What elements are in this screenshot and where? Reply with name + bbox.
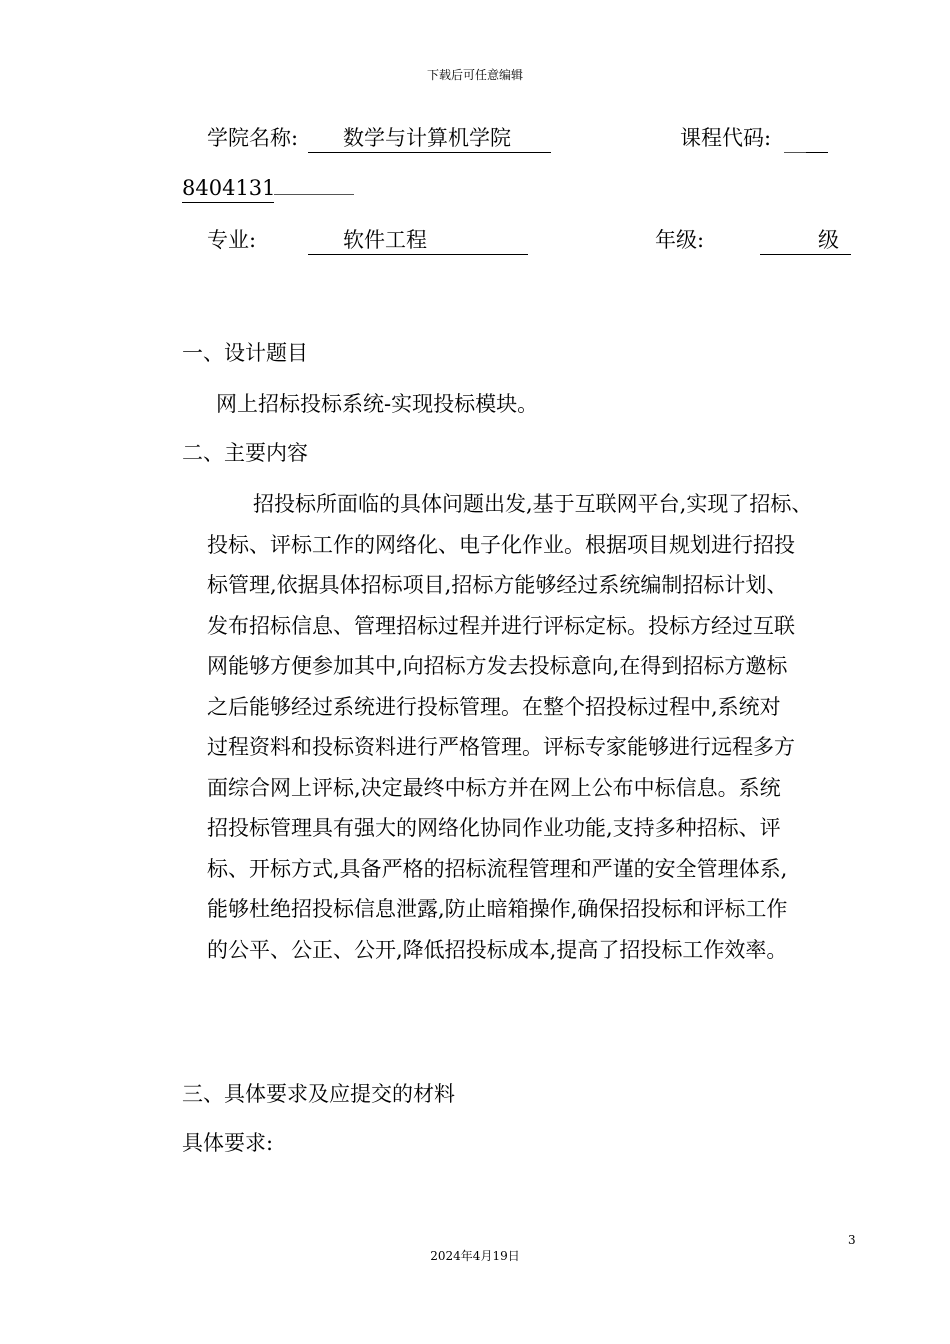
college-label: 学院名称: <box>207 126 299 150</box>
section-1-heading: 一、设计题目 <box>182 341 308 365</box>
course-code-value: 8404131 <box>182 176 276 200</box>
grade-value: 级 <box>818 228 839 252</box>
college-field <box>308 124 551 153</box>
paragraph-line: 标、开标方式,具备严格的招标流程管理和严谨的安全管理体系, <box>207 856 788 881</box>
section-3-heading: 三、具体要求及应提交的材料 <box>182 1082 455 1106</box>
paragraph-line: 面综合网上评标,决定最终中标方并在网上公布中标信息。系统 <box>207 775 781 800</box>
major-field <box>308 226 528 255</box>
college-value: 数学与计算机学院 <box>343 126 511 150</box>
course-code-label: 课程代码: <box>680 126 772 150</box>
paragraph-line: 网能够方便参加其中,向招标方发去投标意向,在得到招标方邀标 <box>207 654 788 678</box>
paragraph-line: 标管理,依据具体招标项目,招标方能够经过系统编制招标计划、 <box>207 573 788 597</box>
paragraph-line: 发布招标信息、管理招标过程并进行评标定标。投标方经过互联 <box>207 613 795 638</box>
paragraph-line: 投标、评标工作的网络化、电子化作业。根据项目规划进行招投 <box>207 532 795 557</box>
paragraph-line: 过程资料和投标资料进行严格管理。评标专家能够进行远程多方 <box>207 735 795 759</box>
footer-date: 2024年4月19日 <box>430 1249 520 1263</box>
grade-label: 年级: <box>655 228 705 252</box>
paragraph-line: 的公平、公正、公开,降低招投标成本,提高了招投标工作效率。 <box>207 937 788 962</box>
paragraph-line: 招投标所面临的具体问题出发,基于互联网平台,实现了招标、 <box>253 492 813 516</box>
page-number: 3 <box>848 1233 856 1247</box>
course-code-field <box>182 166 354 203</box>
major-value: 软件工程 <box>343 228 427 252</box>
paragraph-line: 能够杜绝招投标信息泄露,防止暗箱操作,确保招投标和评标工作 <box>207 897 788 921</box>
section-2-heading: 二、主要内容 <box>182 441 308 465</box>
course-code-blank <box>784 124 828 160</box>
major-label: 专业: <box>207 228 257 252</box>
section-1-body: 网上招标投标系统-实现投标模块。 <box>216 392 539 416</box>
page-header: 下载后可任意编辑 <box>426 68 523 82</box>
grade-field <box>760 226 851 255</box>
paragraph-line: 之后能够经过系统进行投标管理。在整个招投标过程中,系统对 <box>207 694 781 719</box>
section-3-subheading: 具体要求: <box>182 1131 274 1155</box>
paragraph-line: 招投标管理具有强大的网络化协同作业功能,支持多种招标、评 <box>207 816 781 840</box>
section-2-paragraph <box>207 484 867 970</box>
